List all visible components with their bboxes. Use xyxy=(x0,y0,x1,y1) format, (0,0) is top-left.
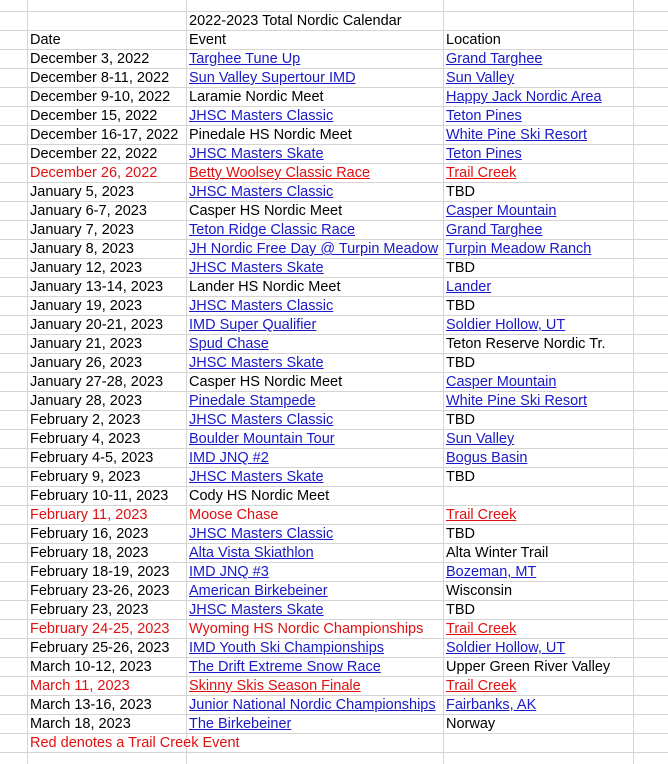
title-row xyxy=(0,12,668,31)
event-name: Pinedale HS Nordic Meet xyxy=(189,127,352,143)
event-link[interactable]: Sun Valley Supertour IMD xyxy=(189,70,356,86)
table-row xyxy=(0,107,668,126)
table-row xyxy=(0,202,668,221)
event-date: December 8-11, 2022 xyxy=(30,70,170,86)
event-date: January 28, 2023 xyxy=(30,393,143,409)
table-row xyxy=(0,544,668,563)
event-date: February 11, 2023 xyxy=(30,507,148,523)
table-row xyxy=(0,164,668,183)
location-link[interactable]: Grand Targhee xyxy=(446,51,543,67)
location-name: TBD xyxy=(446,469,475,485)
table-row xyxy=(0,582,668,601)
table-row xyxy=(0,677,668,696)
event-link[interactable]: The Birkebeiner xyxy=(189,716,292,732)
sheet-title: 2022-2023 Total Nordic Calendar xyxy=(189,13,402,29)
table-row xyxy=(0,506,668,525)
event-date: January 20-21, 2023 xyxy=(30,317,164,333)
event-date: February 9, 2023 xyxy=(30,469,141,485)
location-name: TBD xyxy=(446,260,475,276)
table-row xyxy=(0,601,668,620)
event-name: Casper HS Nordic Meet xyxy=(189,374,343,390)
table-row xyxy=(0,50,668,69)
event-date: December 26, 2022 xyxy=(30,165,158,181)
table-row xyxy=(0,715,668,734)
event-name: Wyoming HS Nordic Championships xyxy=(189,621,424,637)
location-link[interactable]: Trail Creek xyxy=(446,165,517,181)
event-date: January 7, 2023 xyxy=(30,222,134,238)
table-row xyxy=(0,373,668,392)
location-link[interactable]: Trail Creek xyxy=(446,621,517,637)
table-row xyxy=(0,639,668,658)
table-row xyxy=(0,487,668,506)
location-link[interactable]: Teton Pines xyxy=(446,146,522,162)
event-date: February 4, 2023 xyxy=(30,431,141,447)
table-row xyxy=(0,468,668,487)
event-date: February 2, 2023 xyxy=(30,412,141,428)
event-link[interactable]: JHSC Masters Skate xyxy=(189,355,324,371)
location-link[interactable]: Soldier Hollow, UT xyxy=(446,317,566,333)
event-date: January 26, 2023 xyxy=(30,355,143,371)
location-link[interactable]: Trail Creek xyxy=(446,678,517,694)
event-date: January 27-28, 2023 xyxy=(30,374,164,390)
table-row xyxy=(0,145,668,164)
table-row xyxy=(0,696,668,715)
table-row xyxy=(0,316,668,335)
event-date: December 16-17, 2022 xyxy=(30,127,179,143)
event-link[interactable]: Betty Woolsey Classic Race xyxy=(189,165,371,181)
table-row xyxy=(0,392,668,411)
event-date: February 18-19, 2023 xyxy=(30,564,170,580)
location-link[interactable]: Soldier Hollow, UT xyxy=(446,640,566,656)
table-row xyxy=(0,354,668,373)
event-date: January 6-7, 2023 xyxy=(30,203,147,219)
event-date: February 24-25, 2023 xyxy=(30,621,170,637)
location-name: TBD xyxy=(446,602,475,618)
header-date: Date xyxy=(30,32,61,48)
event-date: January 21, 2023 xyxy=(30,336,143,352)
table-row xyxy=(0,259,668,278)
event-date: February 23, 2023 xyxy=(30,602,149,618)
location-link[interactable]: Casper Mountain xyxy=(446,203,557,219)
header-row xyxy=(0,31,668,50)
event-link[interactable]: Boulder Mountain Tour xyxy=(189,431,335,447)
event-date: March 11, 2023 xyxy=(30,678,130,694)
event-name: Moose Chase xyxy=(189,507,279,523)
table-row xyxy=(0,297,668,316)
event-link[interactable]: American Birkebeiner xyxy=(189,583,328,599)
event-date: December 9-10, 2022 xyxy=(30,89,171,105)
event-date: March 18, 2023 xyxy=(30,716,131,732)
location-name: TBD xyxy=(446,184,475,200)
location-link[interactable]: Fairbanks, AK xyxy=(446,697,537,713)
location-link[interactable]: Grand Targhee xyxy=(446,222,543,238)
location-link[interactable]: Sun Valley xyxy=(446,431,515,447)
table-row xyxy=(0,620,668,639)
footnote-row xyxy=(0,734,668,753)
event-link[interactable]: JHSC Masters Classic xyxy=(189,526,334,542)
location-name: TBD xyxy=(446,412,475,428)
event-link[interactable]: JHSC Masters Skate xyxy=(189,469,324,485)
location-name: TBD xyxy=(446,298,475,314)
event-date: February 16, 2023 xyxy=(30,526,149,542)
table-row xyxy=(0,240,668,259)
event-link[interactable]: The Drift Extreme Snow Race xyxy=(189,659,381,675)
location-name: Wisconsin xyxy=(446,583,513,599)
event-link[interactable]: Junior National Nordic Championships xyxy=(189,697,436,713)
event-link[interactable]: Skinny Skis Season Finale xyxy=(189,678,361,694)
table-row xyxy=(0,88,668,107)
table-row xyxy=(0,221,668,240)
location-name: Alta Winter Trail xyxy=(446,545,549,561)
event-date: January 8, 2023 xyxy=(30,241,134,257)
event-date: February 25-26, 2023 xyxy=(30,640,170,656)
event-name: Casper HS Nordic Meet xyxy=(189,203,343,219)
table-row xyxy=(0,563,668,582)
event-date: January 12, 2023 xyxy=(30,260,143,276)
location-link[interactable]: Teton Pines xyxy=(446,108,522,124)
event-link[interactable]: JHSC Masters Skate xyxy=(189,602,324,618)
event-date: January 13-14, 2023 xyxy=(30,279,164,295)
table-row xyxy=(0,411,668,430)
event-date: December 3, 2022 xyxy=(30,51,150,67)
event-link[interactable]: Alta Vista Skiathlon xyxy=(189,545,314,561)
event-date: February 10-11, 2023 xyxy=(30,488,169,504)
header-event: Event xyxy=(189,32,227,48)
table-row xyxy=(0,278,668,297)
location-link[interactable]: Bogus Basin xyxy=(446,450,528,466)
event-link[interactable]: Teton Ridge Classic Race xyxy=(189,222,356,238)
location-name: TBD xyxy=(446,355,475,371)
table-row xyxy=(0,430,668,449)
event-link[interactable]: JHSC Masters Classic xyxy=(189,108,334,124)
table-row xyxy=(0,658,668,677)
event-link[interactable]: Spud Chase xyxy=(189,336,269,352)
location-link[interactable]: White Pine Ski Resort xyxy=(446,393,588,409)
header-location: Location xyxy=(446,32,501,48)
table-row xyxy=(0,183,668,202)
event-date: February 18, 2023 xyxy=(30,545,149,561)
location-name: TBD xyxy=(446,526,475,542)
event-date: January 19, 2023 xyxy=(30,298,143,314)
event-date: January 5, 2023 xyxy=(30,184,134,200)
location-link[interactable]: Trail Creek xyxy=(446,507,517,523)
event-name: Cody HS Nordic Meet xyxy=(189,488,330,504)
location-link[interactable]: White Pine Ski Resort xyxy=(446,127,588,143)
event-link[interactable]: IMD Youth Ski Championships xyxy=(189,640,385,656)
location-name: Teton Reserve Nordic Tr. xyxy=(446,336,606,352)
location-name: Upper Green River Valley xyxy=(446,659,611,675)
table-row xyxy=(0,69,668,88)
table-row xyxy=(0,449,668,468)
table-row xyxy=(0,335,668,354)
location-name: Norway xyxy=(446,716,496,732)
location-link[interactable]: Bozeman, MT xyxy=(446,564,537,580)
event-date: March 13-16, 2023 xyxy=(30,697,152,713)
event-link[interactable]: IMD Super Qualifier xyxy=(189,317,317,333)
event-link[interactable]: JHSC Masters Classic xyxy=(189,412,334,428)
event-link[interactable]: IMD JNQ #2 xyxy=(189,450,269,466)
event-link[interactable]: JH Nordic Free Day @ Turpin Meadow xyxy=(189,241,439,257)
event-link[interactable]: Pinedale Stampede xyxy=(189,393,316,409)
event-date: March 10-12, 2023 xyxy=(30,659,152,675)
location-link[interactable]: Lander xyxy=(446,279,492,295)
table-row xyxy=(0,525,668,544)
location-link[interactable]: Happy Jack Nordic Area xyxy=(446,89,602,105)
table-row xyxy=(0,126,668,145)
location-link[interactable]: Turpin Meadow Ranch xyxy=(446,241,592,257)
event-link[interactable]: JHSC Masters Classic xyxy=(189,298,334,314)
event-date: February 4-5, 2023 xyxy=(30,450,154,466)
event-link[interactable]: JHSC Masters Skate xyxy=(189,146,324,162)
event-date: December 15, 2022 xyxy=(30,108,158,124)
footnote: Red denotes a Trail Creek Event xyxy=(30,735,240,751)
event-date: December 22, 2022 xyxy=(30,146,158,162)
event-name: Lander HS Nordic Meet xyxy=(189,279,341,295)
event-date: February 23-26, 2023 xyxy=(30,583,170,599)
location-link[interactable]: Sun Valley xyxy=(446,70,515,86)
event-name: Laramie Nordic Meet xyxy=(189,89,324,105)
location-link[interactable]: Casper Mountain xyxy=(446,374,557,390)
event-link[interactable]: JHSC Masters Classic xyxy=(189,184,334,200)
event-link[interactable]: Targhee Tune Up xyxy=(189,51,301,67)
event-link[interactable]: IMD JNQ #3 xyxy=(189,564,269,580)
event-link[interactable]: JHSC Masters Skate xyxy=(189,260,324,276)
